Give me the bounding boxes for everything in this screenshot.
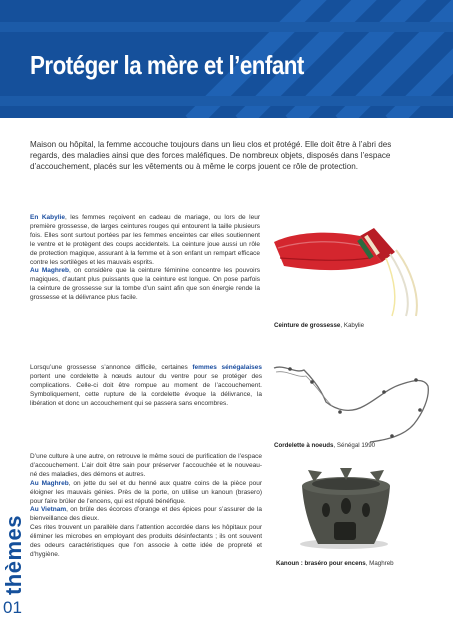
- cord-caption-origin: , Sénégal 1990: [333, 442, 376, 449]
- kanoun-caption-title: Kanoun : braséro pour encens: [276, 560, 366, 567]
- senegal-pre: Lorsqu’une grossesse s’annonce difficile, certaines: [30, 364, 193, 371]
- kabylie-text: , les femmes reçoivent en cadeau de mariage, ou lors de leur première grossesse, de larges ceintures rouges qui entourent la taille plusieurs fois. Elles sont surtout portées par les femmes enceintes car elles soutiennent le ventre et le protègent des coups accidentels. La ceinture joue aussi un rôle de protection magique, assurant à la femme et à son enfant un rempart efficace contre les sortilèges et les mauvais esprits.: [30, 214, 260, 266]
- kanoun-caption: [276, 560, 394, 567]
- header-banner: [0, 0, 453, 118]
- maghreb-text: , on considère que la ceinture féminine concentre les pouvoirs magiques, d’autant plus puissants que la ceinture est longue. On pose parfois la ceinture de grossesse sur la tombe d’un saint afin que son énergie rende la grossesse et la délivrance plus facile.: [30, 267, 260, 302]
- belt-caption-title: Ceinture de grossesse: [274, 322, 341, 329]
- kabylie-text-block: [30, 214, 260, 303]
- kanoun-photo: [282, 460, 412, 550]
- purification-intro: D’une culture à une autre, on retrouve le même souci de purification de l’espace d’accouchement. L’air doit être sain pour préserver l’accouchée et le nouveau-né des maladies, des démons et autres.: [30, 453, 262, 478]
- belt-image: [270, 210, 426, 318]
- belt-photo: [270, 210, 426, 318]
- intro-paragraph: Maison ou hôpital, la femme accouche toujours dans un lieu clos et protégé. Elle doit être à l’abri des regards, des maladies ainsi que des forces maléfiques. De nombreux objets, disposés dans l’espace d’accouchement, placés sur les vêtements ou à même le corps jouent ce rôle de protection.: [30, 140, 392, 172]
- purification-text-block: [30, 453, 262, 560]
- cord-photo: [266, 358, 434, 448]
- section-label: thèmes: [1, 514, 26, 596]
- kanoun-caption-origin: , Maghreb: [365, 560, 394, 567]
- page-title: Protéger la mère et l’enfant: [30, 50, 304, 80]
- maghreb-lead: Au Maghreb: [30, 267, 69, 275]
- senegal-text-block: [30, 364, 262, 409]
- maghreb-text-2: , on jette du sel et du henné aux quatre coins de la pièce pour éloigner les mauvais génies. Près de la porte, on utilise un kanoun (brasero) pour faire brûler de l’encens, qui est réputé bénéfique.: [30, 479, 262, 505]
- banner-band: [0, 22, 453, 32]
- cord-image: [266, 358, 434, 448]
- kanoun-image: [282, 460, 412, 550]
- cord-caption: [274, 442, 375, 449]
- senegal-text: portent une cordelette à nœuds autour du ventre pour se protéger des complications. Celle-ci doit être rompue au moment de l’accouchement. Symboliquement, cette rupture de la cordelette évoque la délivrance, la libération et donc un accouchement qui se passera sans encombres.: [30, 372, 262, 407]
- section-number: 01: [3, 598, 22, 617]
- purification-closing: Ces rites trouvent un parallèle dans l’attention accordée dans les hôpitaux pour éliminer les microbes en employant des produits désinfectants ; ils ont souvent des odeurs caractéristiques que l’on associe à cette idée de propreté et d’hygiène.: [30, 524, 262, 558]
- cord-caption-title: Cordelette à noeuds: [274, 442, 334, 449]
- kabylie-lead: En Kabylie: [30, 214, 65, 221]
- vietnam-text: , on brûle des écorces d’orange et des épices pour s’assurer de la bienveillance des dieux.: [30, 506, 262, 523]
- senegal-lead: femmes sénégalaises: [192, 364, 262, 371]
- vietnam-lead: Au Vietnam: [30, 506, 67, 514]
- banner-band: [0, 96, 453, 106]
- maghreb-lead-2: Au Maghreb: [30, 479, 69, 487]
- belt-caption-origin: , Kabylie: [340, 322, 365, 329]
- belt-caption: [274, 322, 364, 329]
